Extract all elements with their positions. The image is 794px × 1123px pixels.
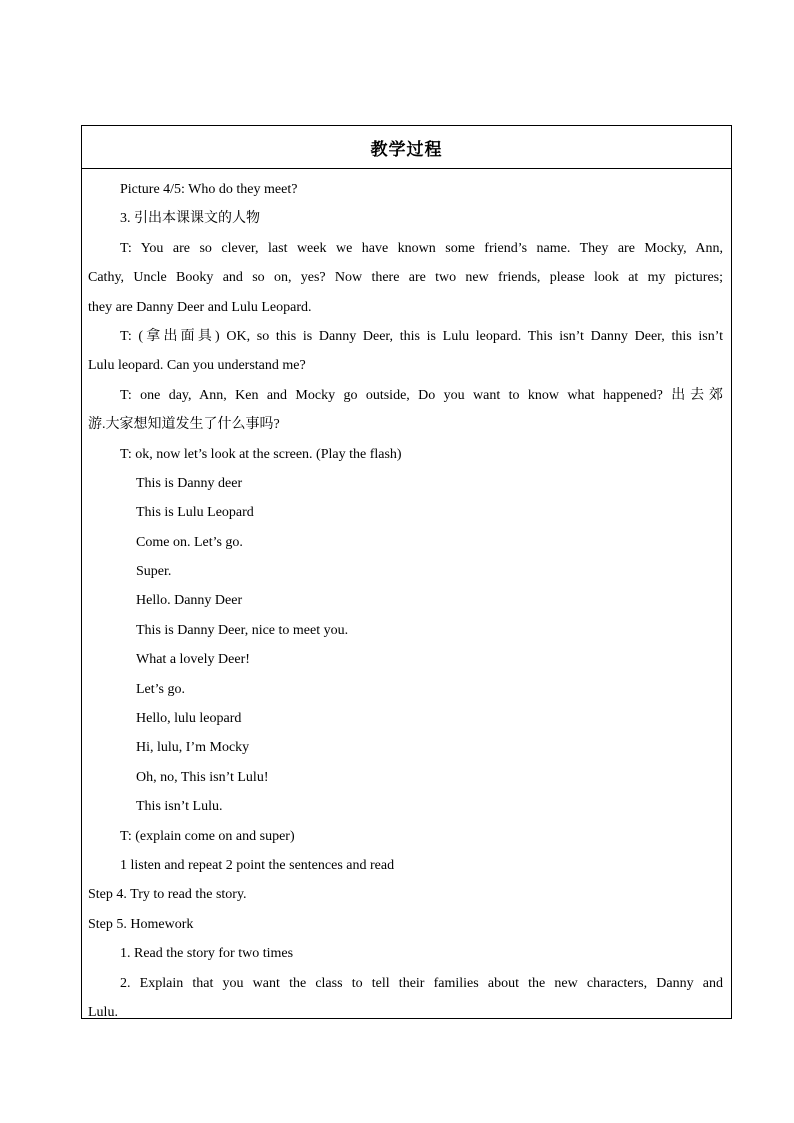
text-line: T: (拿出面具) OK, so this is Danny Deer, this is Lulu leopard. This isn’t Danny Deer, this isn’t	[120, 328, 723, 344]
text-line: This isn’t Lulu.	[136, 799, 223, 815]
table-header	[82, 126, 731, 169]
text-line: they are Danny Deer and Lulu Leopard.	[88, 299, 312, 315]
text-line: 游.大家想知道发生了什么事吗?	[88, 417, 280, 433]
text-line: Step 5. Homework	[88, 916, 194, 932]
text-line: Lulu leopard. Can you understand me?	[88, 358, 306, 374]
text-line: Step 4. Try to read the story.	[88, 887, 247, 903]
text-line: T: (explain come on and super)	[120, 828, 295, 844]
text-line: Oh, no, This isn’t Lulu!	[136, 769, 269, 785]
table-body	[82, 169, 731, 1027]
text-line: Hello, lulu leopard	[136, 711, 242, 727]
text-line: 1. Read the story for two times	[120, 946, 294, 962]
text-line: Hi, lulu, I’m Mocky	[136, 740, 250, 756]
text-line: 3. 引出本课课文的人物	[120, 211, 260, 227]
text-line: Let’s go.	[136, 681, 185, 697]
text-line: Hello. Danny Deer	[136, 593, 243, 609]
text-line: 2. Explain that you want the class to tell their families about the new characters, Danny and	[120, 975, 723, 991]
table-header-title: 教学过程	[370, 139, 443, 160]
text-line: T: You are so clever, last week we have known some friend’s name. They are Mocky, Ann,	[120, 240, 723, 256]
lesson-process-table	[81, 125, 732, 1019]
text-line: Cathy, Uncle Booky and so on, yes? Now there are two new friends, please look at my pictures;	[88, 270, 723, 286]
text-line: This is Lulu Leopard	[136, 505, 254, 521]
text-line: This is Danny Deer, nice to meet you.	[136, 622, 349, 638]
text-line: This is Danny deer	[136, 475, 243, 491]
text-line: Super.	[136, 564, 172, 580]
text-line: What a lovely Deer!	[136, 652, 250, 668]
text-line: T: one day, Ann, Ken and Mocky go outside, Do you want to know what happened? 出去郊	[120, 387, 723, 403]
text-line: Come on. Let’s go.	[136, 534, 243, 550]
text-line: Lulu.	[88, 1004, 118, 1020]
text-line: 1 listen and repeat 2 point the sentences and read	[120, 857, 395, 873]
text-line: T: ok, now let’s look at the screen. (Play the flash)	[120, 446, 402, 462]
text-line: Picture 4/5: Who do they meet?	[120, 182, 298, 197]
